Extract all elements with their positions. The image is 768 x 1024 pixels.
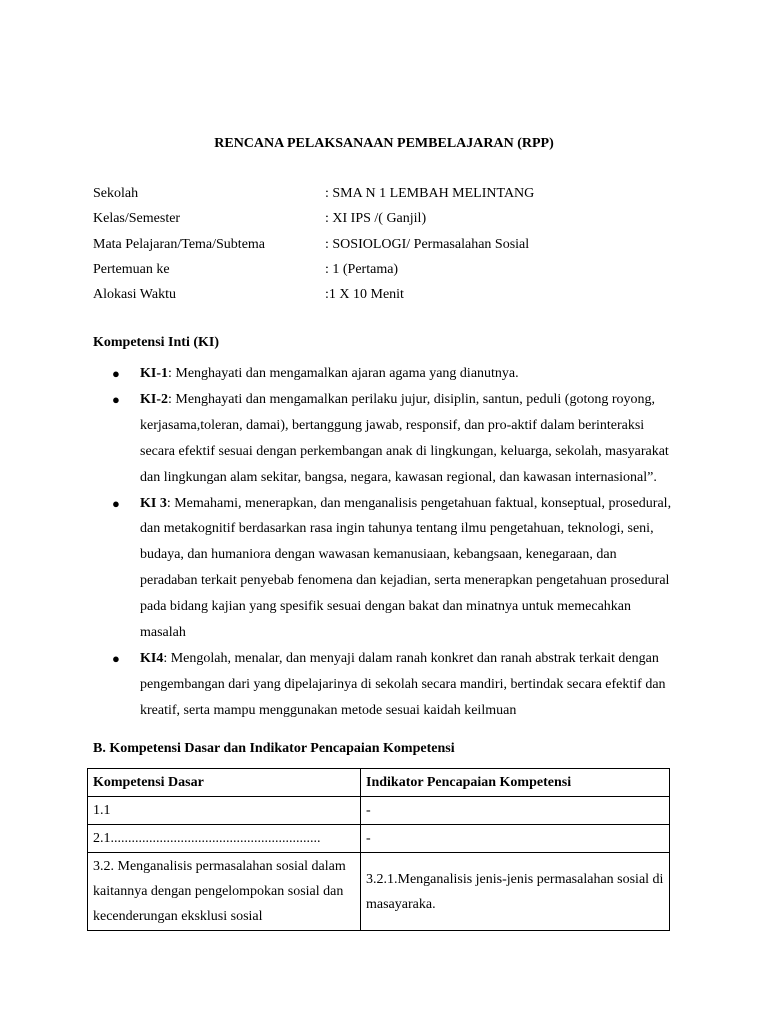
info-label: Kelas/Semester: [93, 211, 181, 227]
document-title: RENCANA PELAKSANAAN PEMBELAJARAN (RPP): [214, 136, 554, 151]
table-cell: 2.1............................................................: [88, 825, 361, 853]
bullet-icon: ●: [112, 391, 120, 407]
ki-text: : Mengolah, menalar, dan menyaji dalam ranah konkret dan ranah abstrak terkait dengan pengembangan dari yang dipelajarinya di sekolah secara mandiri, bertindak secara efektif dan kreatif, serta mampu menggunakan metode sesuai kaidah keilmuan: [140, 650, 666, 718]
table-cell: 1.1: [88, 797, 361, 825]
bullet-icon: ●: [112, 650, 120, 666]
info-value: : 1 (Pertama): [325, 261, 399, 277]
info-row-kelas: [93, 209, 693, 234]
ki-item-2: [112, 387, 677, 491]
info-label: Pertemuan ke: [93, 261, 170, 277]
table-cell: 3.2. Menganalisis permasalahan sosial dalam kaitannya dengan pengelompokan sosial dan kecenderungan eksklusi sosial: [88, 853, 361, 931]
table-cell: 3.2.1.Menganalisis jenis-jenis permasalahan sosial di masayaraka.: [361, 853, 670, 931]
info-value: : SMA N 1 LEMBAH MELINTANG: [325, 186, 535, 201]
table-cell: -: [361, 825, 670, 853]
ki-text: : Menghayati dan mengamalkan perilaku jujur, disiplin, santun, peduli (gotong royong, kerjasama,toleran, damai), bertanggung jawab, responsif, dan pro-aktif dalam berinteraksi secara efektif sesuai dengan perkembangan anak di lingkungan, keluarga, sekolah, masyarakat dan lingkungan alam sekitar, bangsa, negara, kawasan regional, dan kawasan internasional”.: [140, 391, 669, 485]
info-value: :1 X 10 Menit: [325, 287, 404, 303]
table-row: [88, 825, 670, 853]
ki-code: KI4: [140, 650, 164, 666]
info-label: Sekolah: [93, 186, 139, 201]
info-label: Alokasi Waktu: [93, 287, 176, 303]
bullet-icon: ●: [112, 495, 120, 511]
bullet-icon: ●: [112, 366, 120, 381]
table-row: [88, 853, 670, 931]
ki-text: : Memahami, menerapkan, dan menganalisis pengetahuan faktual, konseptual, prosedural, dan metakognitif berdasarkan rasa ingin tahunya tentang ilmu pengetahuan, teknologi, seni, budaya, dan humaniora dengan wawasan kemanusiaan, kebangsaan, kenegaraan, dan peradaban terkait penyebab fenomena dan kejadian, serta menerapkan pengetahuan prosedural pada bidang kajian yang spesifik sesuai dengan bakat dan minatnya untuk memecahkan masalah: [140, 495, 672, 641]
kd-table: [87, 768, 670, 931]
ki-code: KI 3: [140, 495, 167, 511]
ki-heading: Kompetensi Inti (KI): [93, 335, 219, 350]
table-header-cell: Kompetensi Dasar: [88, 769, 361, 797]
info-row-pertemuan: [93, 260, 693, 285]
info-row-mapel: [93, 235, 693, 260]
ki-item-3: [112, 491, 677, 646]
ki-text: : Menghayati dan mengamalkan ajaran agama yang dianutnya.: [168, 366, 519, 381]
table-cell: -: [361, 797, 670, 825]
identity-block: [93, 184, 693, 310]
ki-code: KI-1: [140, 366, 168, 381]
ki-code: KI-2: [140, 391, 168, 407]
table-row: [88, 797, 670, 825]
info-label: Mata Pelajaran/Tema/Subtema: [93, 236, 266, 252]
table-header-row: [88, 769, 670, 797]
info-row-alokasi: [93, 285, 693, 310]
info-value: : XI IPS /( Ganjil): [325, 211, 427, 227]
ki-list: [112, 361, 677, 724]
table-header-cell: Indikator Pencapaian Kompetensi: [361, 769, 670, 797]
info-row-sekolah: [93, 184, 693, 209]
info-value: : SOSIOLOGI/ Permasalahan Sosial: [325, 236, 530, 252]
ki-item-1: [112, 361, 677, 387]
ki-item-4: [112, 646, 677, 724]
kd-heading: B. Kompetensi Dasar dan Indikator Pencapaian Kompetensi: [93, 741, 455, 756]
